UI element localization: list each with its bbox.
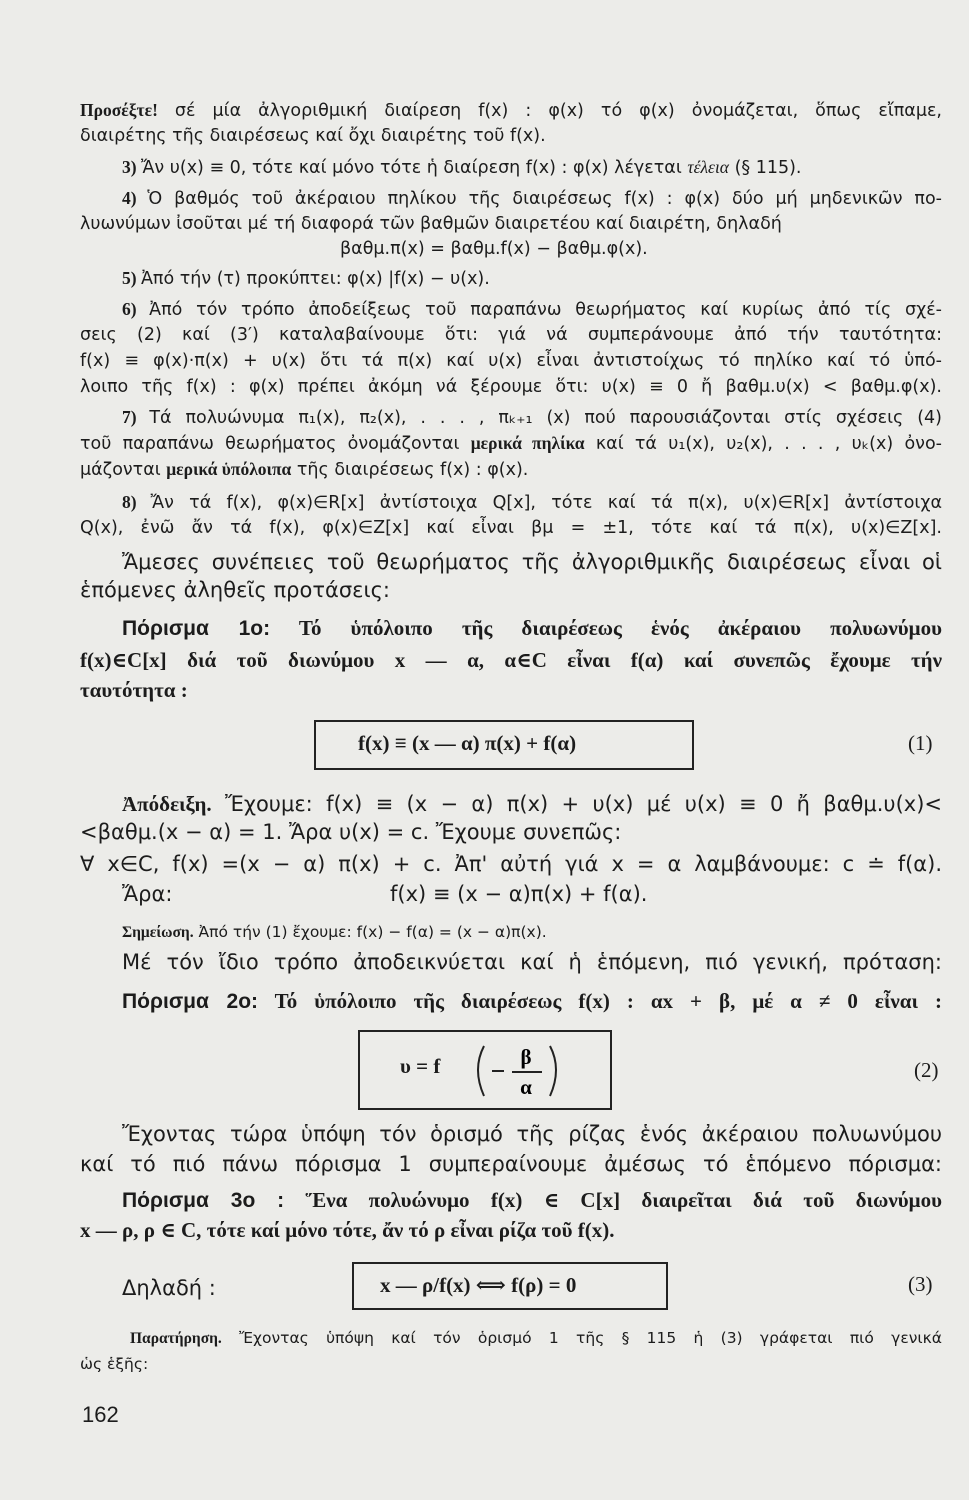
note: Σημείωση. Ἀπό τήν (1) ἔχουμε: f(x) − f(α) = (x − α)π(x). <box>122 923 547 941</box>
corollary-1-line-2: f(x)∈C[x] διά τοῦ διωνύμου x — α, α∈C εἶναι f(α) καί συνεπῶς ἔχουμε τήν <box>80 648 942 672</box>
item-8-line-2: Q(x), ἐνῶ ἄν τά f(x), φ(x)∈Z[x] καί εἶναι βμ = ±1, τότε καί τά π(x), υ(x)∈Z[x]. <box>80 518 942 538</box>
equation-number-2: (2) <box>914 1058 939 1082</box>
proof-line-4-formula: f(x) ≡ (x − α)π(x) + f(α). <box>390 882 648 906</box>
remark-line-2: ὡς ἑξῆς: <box>80 1355 149 1373</box>
item-6-line-1: 6) Ἀπό τόν τρόπο ἀποδείξεως τοῦ παραπάνω θεωρήματος καί κυρίως ἀπό τίς σχέ- <box>122 299 942 320</box>
item-8-line-1: 8) Ἄν τά f(x), φ(x)∈R[x] ἀντίστοιχα Q[x], τότε καί τά π(x), υ(x)∈R[x] ἀντίστοιχα <box>122 492 942 513</box>
item-4-line-1: 4) Ὁ βαθμός τοῦ ἀκέραιου πηλίκου τῆς διαιρέσεως f(x) : φ(x) δύο μή μηδενικῶν πο- <box>122 188 942 209</box>
item-7-line-3: μάζονται μερικά ὑπόλοιπα τῆς διαιρέσεως f(x) : φ(x). <box>80 459 529 480</box>
item-6-line-2: σεις (2) καί (3′) καταλαβαίνουμε ὅτι: γιά νά συμπεράνουμε ἀπό τήν ταυτότητα: <box>80 325 942 345</box>
item-6-line-4: λοιπο τῆς f(x) : φ(x) πρέπει ἀκόμη νά ξέρουμε ὅτι: υ(x) ≡ 0 ἤ βαθμ.υ(x) < βαθμ.φ(x). <box>80 377 942 397</box>
warning-line-1: Προσέξτε! σέ μία ἀλγοριθμική διαίρεση f(x) : φ(x) τό φ(x) ὀνομάζεται, ὅπως εἴπαμε, <box>80 100 942 121</box>
similarly-line: Μέ τόν ἴδιο τρόπο ἀποδεικνύεται καί ἡ ἑπόμενη, πιό γενική, πρόταση: <box>122 950 942 974</box>
consequences-line-1: Ἄμεσες συνέπειες τοῦ θεωρήματος τῆς ἀλγοριθμικῆς διαιρέσεως εἶναι οἱ <box>122 550 942 574</box>
corollary-2-line: Πόρισμα 2ο: Τό ὑπόλοιπο τῆς διαιρέσεως f(x) : αx + β, μέ α ≠ 0 εἶναι : <box>122 989 942 1013</box>
proof-line-2: <βαθμ.(x − α) = 1. Ἄρα υ(x) = c. Ἔχουμε συνεπῶς: <box>80 820 622 844</box>
equation-number-1: (1) <box>908 731 933 755</box>
corollary-1-line-3: ταυτότητα : <box>80 678 188 702</box>
warning-line-2: διαιρέτης τῆς διαιρέσεως καί ὄχι διαιρέτης τοῦ f(x). <box>80 126 546 146</box>
item-4-line-2: λυωνύμων ἰσοῦται μέ τή διαφορά τῶν βαθμῶν διαιρετέου καί διαιρέτη, δηλαδή <box>80 214 782 234</box>
item-6-line-3: f(x) ≡ φ(x)·π(x) + υ(x) ὅτι τά π(x) καί υ(x) εἶναι ἀντιστοίχως τό πηλίκο καί τό ὑπό- <box>80 351 942 371</box>
proof-line-4-label: Ἄρα: <box>122 882 173 906</box>
corollary-1-line-1: Πόρισμα 1ο: Τό ὑπόλοιπο τῆς διαιρέσεως ἑνός ἀκέραιου πολυωνύμου <box>122 616 942 640</box>
proof-line-3: ∀ x∈C, f(x) =(x − α) π(x) + c. Ἀπ' αὐτή γιά x = α λαμβάνουμε: c ≐ f(α). <box>80 852 942 876</box>
fraction-numerator: β <box>520 1045 532 1069</box>
formula-1: f(x) ≡ (x — α) π(x) + f(α) <box>358 731 577 755</box>
item-7-line-2: τοῦ παραπάνω θεωρήματος ὀνομάζονται μερικά πηλίκα καί τά υ₁(x), υ₂(x), . . . , υₖ(x) ὀνο- <box>80 433 942 454</box>
equation-number-3: (3) <box>908 1272 933 1296</box>
right-paren <box>550 1046 556 1096</box>
formula-3: x — ρ/f(x) ⟺ f(ρ) = 0 <box>380 1273 577 1297</box>
root-line-1: Ἔχοντας τώρα ὑπόψη τόν ὁρισμό τῆς ρίζας ἑνός ἀκέραιου πολυωνύμου <box>122 1122 942 1146</box>
page-number: 162 <box>82 1402 119 1427</box>
remark-line-1: Παρατήρηση. Ἔχοντας ὑπόψη καί τόν ὁρισμό 1 τῆς § 115 ἡ (3) γράφεται πιό γενικά <box>130 1329 942 1347</box>
consequences-line-2: ἑπόμενες ἀληθεῖς προτάσεις: <box>80 578 390 602</box>
that-is-label: Δηλαδή : <box>122 1276 216 1300</box>
left-paren <box>478 1046 484 1096</box>
formula-2-lhs: υ = f <box>400 1054 441 1078</box>
item-5: 5) Ἀπό τήν (τ) προκύπτει: φ(x) |f(x) − υ(x). <box>122 268 490 289</box>
root-line-2: καί τό πιό πάνω πόρισμα 1 συμπεραίνουμε ἀμέσως τό ἑπόμενο πόρισμα: <box>80 1152 942 1176</box>
item-4-formula: βαθμ.π(x) = βαθμ.f(x) − βαθμ.φ(x). <box>340 239 648 259</box>
corollary-3-line-2: x — ρ, ρ ∈ C, τότε καί μόνο τότε, ἄν τό ρ εἶναι ρίζα τοῦ f(x). <box>80 1218 615 1242</box>
formula-2-fraction <box>470 1034 580 1104</box>
item-3: 3) Ἄν υ(x) ≡ 0, τότε καί μόνο τότε ἡ διαίρεση f(x) : φ(x) λέγεται τέλεια (§ 115). <box>122 157 802 178</box>
proof-line-1: Ἀπόδειξη. Ἔχουμε: f(x) ≡ (x − α) π(x) + υ(x) μέ υ(x) ≡ 0 ἤ βαθμ.υ(x)< <box>122 792 942 816</box>
item-7-line-1: 7) Τά πολυώνυμα π₁(x), π₂(x), . . . , πₖ₊₁ (x) πού παρουσιάζονται στίς σχέσεις (4) <box>122 407 942 428</box>
corollary-3-line-1: Πόρισμα 3ο : Ἕνα πολυώνυμο f(x) ∈ C[x] διαιρεῖται διά τοῦ διωνύμου <box>122 1188 942 1212</box>
fraction-denominator: α <box>520 1075 532 1099</box>
